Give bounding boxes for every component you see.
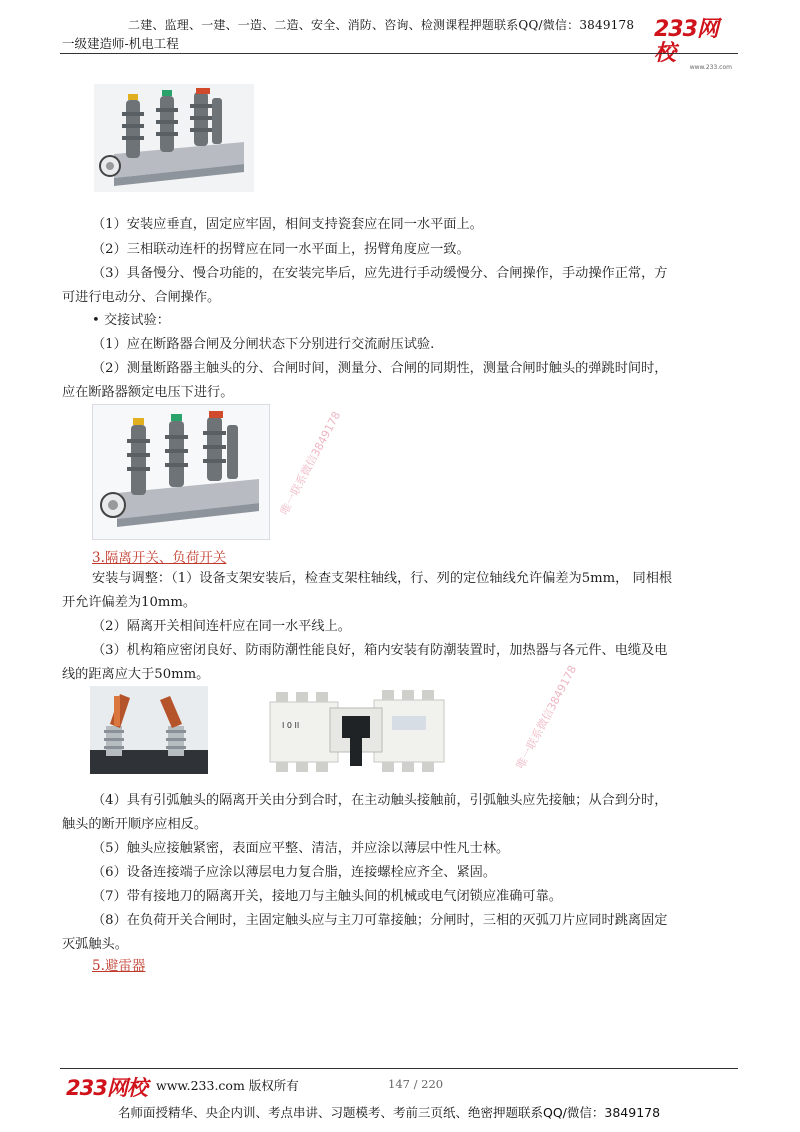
handover-test-bullet: • 交接试验： bbox=[92, 313, 170, 328]
section-3-line-3-cont: 线的距离应大于50mm。 bbox=[62, 667, 210, 682]
brand-logo bbox=[654, 17, 738, 71]
header-subject: 一级建造师-机电工程 bbox=[62, 36, 179, 51]
section-3-line-1-cont: 开允许偏差为10mm。 bbox=[62, 595, 197, 610]
switch-panel-labels: I 0 II bbox=[282, 721, 300, 730]
watermark-1: 唯一联系微信3849178 bbox=[277, 409, 344, 518]
footer-promo: 名师面授精华、央企内训、考点串讲、习题模考、考前三页纸、绝密押题联系QQ/微信：3849178 bbox=[118, 1105, 661, 1120]
section-3-line-1: 安装与调整：（1）设备支架安装后，检查支架柱轴线，行、列的定位轴线允许偏差为5mm， 同相根 bbox=[92, 571, 673, 586]
breaker-rule-3: （3）具备慢分、慢合功能的，在安装完毕后，应先进行手动缓慢分、合闸操作，手动操作正常，方 bbox=[92, 266, 668, 281]
section-3-line-4: （4）具有引弧触头的隔离开关由分到合时，在主动触头接触前，引弧触头应先接触；从合到分时， bbox=[92, 793, 668, 808]
brand-logo-mark: 233网校 bbox=[654, 17, 718, 66]
breaker-rule-1: （1）安装应垂直，固定应牢固，相间支持瓷套应在同一水平面上。 bbox=[92, 217, 483, 232]
load-switch-image bbox=[262, 686, 452, 776]
page-number: 147 / 220 bbox=[388, 1077, 444, 1091]
breaker-rule-2: （2）三相联动连杆的拐臂应在同一水平面上，拐臂角度应一致。 bbox=[92, 242, 470, 257]
breaker-rule-3-cont: 可进行电动分、合闸操作。 bbox=[62, 290, 221, 305]
header-divider bbox=[60, 53, 738, 54]
load-switch-illustration bbox=[262, 686, 452, 776]
section-3-line-7: （7）带有接地刀的隔离开关，接地刀与主触头间的机械或电气闭锁应准确可靠。 bbox=[92, 889, 562, 904]
section-3-line-5: （5）触头应接触紧密，表面应平整、清洁，并应涂以薄层中性凡士林。 bbox=[92, 841, 510, 856]
circuit-breaker-image-2 bbox=[92, 404, 270, 540]
section-3-line-6: （6）设备连接端子应涂以薄层电力复合脂，连接螺栓应齐全、紧固。 bbox=[92, 865, 497, 880]
section-3-line-2: （2）隔离开关相间连杆应在同一水平线上。 bbox=[92, 619, 351, 634]
footer-copyright: www.233.com 版权所有 bbox=[156, 1078, 299, 1093]
brand-logo-url: www.233.com bbox=[689, 64, 732, 71]
section-5-title: 5.避雷器 bbox=[92, 958, 146, 974]
section-3-line-8-cont: 灭弧触头。 bbox=[62, 937, 128, 952]
section-3-line-4-cont: 触头的断开顺序应相反。 bbox=[62, 817, 208, 832]
isolating-switch-image bbox=[90, 686, 208, 774]
circuit-breaker-illustration-2 bbox=[93, 405, 269, 539]
watermark-2: 唯一联系微信3849178 bbox=[513, 663, 580, 772]
isolating-switch-illustration bbox=[90, 686, 208, 774]
header-promo: 二建、监理、一建、一造、二造、安全、消防、咨询、检测课程押题联系QQ/微信：3849178 bbox=[128, 18, 635, 32]
section-3-line-8: （8）在负荷开关合闸时，主固定触头应与主刀可靠接触；分闸时，三相的灭弧刀片应同时跳离固定 bbox=[92, 913, 668, 928]
circuit-breaker-image-1 bbox=[94, 84, 254, 192]
section-3-line-3: （3）机构箱应密闭良好、防雨防潮性能良好，箱内安装有防潮装置时，加热器与各元件、电缆及电 bbox=[92, 643, 668, 658]
circuit-breaker-illustration bbox=[94, 84, 254, 192]
handover-item-2-cont: 应在断路器额定电压下进行。 bbox=[62, 385, 234, 400]
footer-divider bbox=[60, 1068, 738, 1069]
section-3-title: 3.隔离开关、负荷开关 bbox=[92, 550, 227, 566]
handover-item-2: （2）测量断路器主触头的分、合闸时间，测量分、合闸的同期性，测量合闸时触头的弹跳时间时， bbox=[92, 361, 668, 376]
footer-logo: 233网校 bbox=[66, 1076, 147, 1100]
handover-item-1: （1）应在断路器合闸及分闸状态下分别进行交流耐压试验. bbox=[92, 337, 435, 352]
